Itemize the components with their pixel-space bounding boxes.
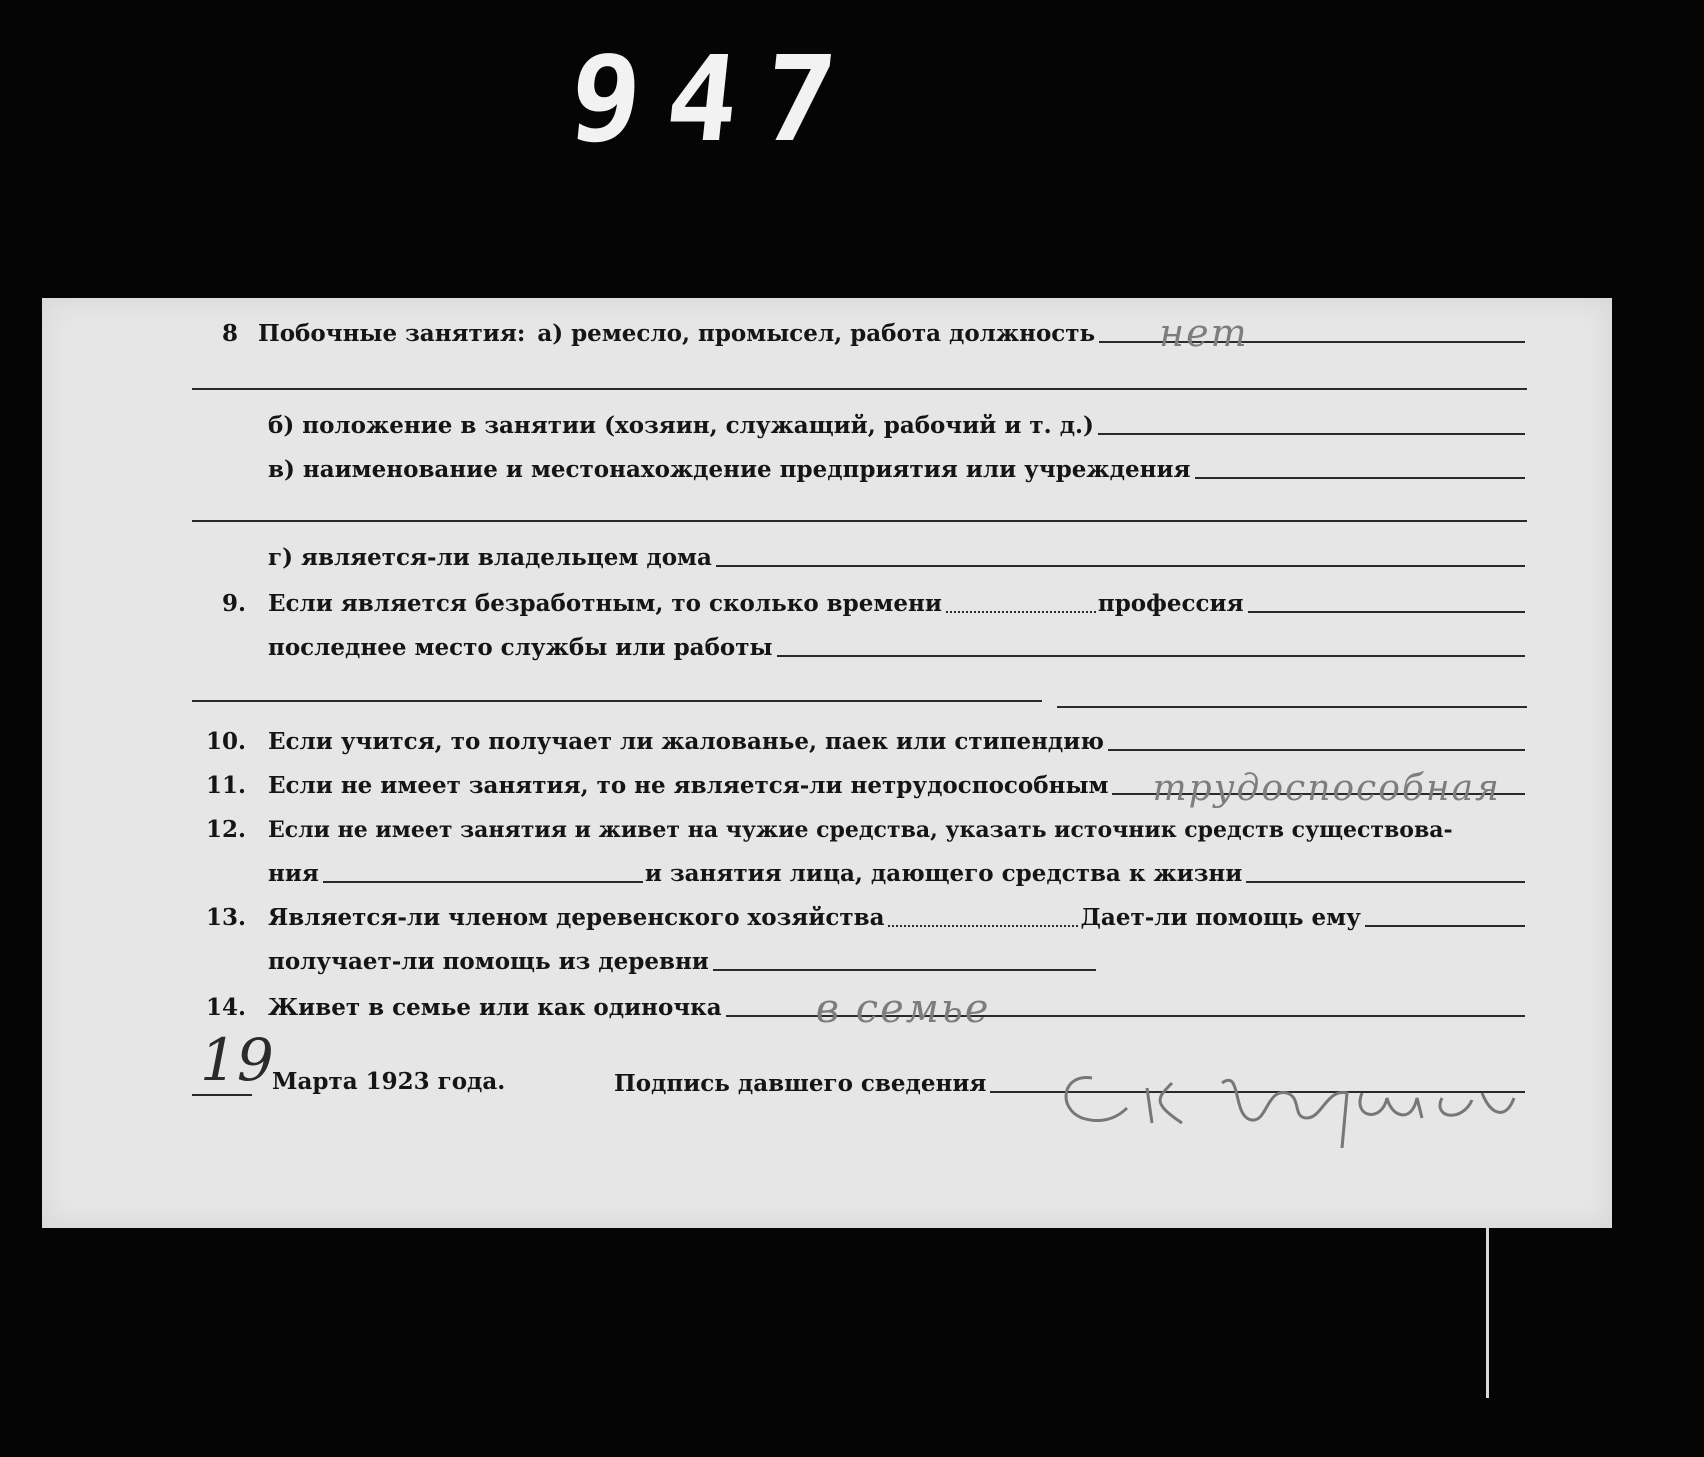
q13-row — [206, 904, 1527, 932]
q13-village-help-line — [713, 969, 1096, 971]
q14-answer: в семье — [815, 986, 991, 1032]
q8-blank-line-2 — [192, 520, 1527, 522]
q12-giver-line — [1246, 881, 1525, 883]
q8-blank-line-1 — [192, 388, 1527, 390]
q8-number: 8 — [222, 320, 239, 347]
signature-scribble — [1052, 1038, 1522, 1148]
q8-row-g — [268, 544, 1527, 572]
census-form-card — [42, 298, 1612, 1228]
frame-number: 947 — [562, 30, 869, 168]
q12-mid-label: и занятия лица, дающего средства к жизни — [644, 860, 1243, 887]
q12-number: 12. — [206, 816, 247, 843]
q11-row — [206, 768, 1527, 809]
q13-member-line — [888, 925, 1078, 927]
signature-label: Подпись давшего сведения — [614, 1070, 987, 1097]
q14-row — [206, 986, 1527, 1032]
q8-g-label: г) является-ли владельцем дома — [268, 544, 712, 571]
q8-title: Побочные занятия: — [258, 320, 526, 347]
q8-a-answer-line — [1099, 311, 1525, 355]
date-month-year: Марта 1923 года. — [272, 1068, 506, 1095]
q8-row-a — [222, 311, 1527, 355]
q12-row-cont — [268, 860, 1527, 888]
film-scratch — [1486, 1228, 1489, 1398]
q9-profession-label: профессия — [1097, 590, 1244, 617]
date-day-underline — [192, 1094, 252, 1096]
q12-label: Если не имеет занятия и живет на чужие средства, указать источник средств существова- — [268, 817, 1453, 843]
q13-help-label: Дает-ли помощь ему — [1080, 904, 1361, 931]
q11-answer: трудоспособная — [1152, 768, 1501, 809]
q8-row-v — [268, 456, 1527, 484]
q8-v-label: в) наименование и местонахождение предприятия или учреждения — [268, 456, 1191, 483]
q13-row-cont — [268, 948, 1098, 976]
q8-a-label: а) ремесло, промысел, работа должность — [537, 320, 1096, 347]
q12-row — [206, 816, 1527, 844]
q8-a-answer: нет — [1159, 311, 1249, 355]
q13-help-line — [1365, 925, 1525, 927]
q14-label: Живет в семье или как одиночка — [268, 994, 722, 1021]
q9-last-place-line — [777, 655, 1525, 657]
q14-number: 14. — [206, 994, 247, 1021]
q10-row — [206, 728, 1527, 756]
q9-blank-line-right — [1057, 706, 1527, 708]
q12-cont: ния — [268, 860, 319, 887]
q9-row-last-place — [268, 634, 1527, 662]
q9-last-place-label: последнее место службы или работы — [268, 634, 773, 661]
q13-cont: получает-ли помощь из деревни — [268, 948, 709, 975]
q13-label: Является-ли членом деревенского хозяйства — [268, 904, 885, 931]
q9-profession-line — [1248, 611, 1525, 613]
q12-source-line — [323, 881, 643, 883]
q9-number: 9. — [222, 590, 247, 617]
q8-b-answer-line — [1098, 433, 1525, 435]
q9-row — [222, 590, 1527, 618]
q8-row-b — [268, 412, 1527, 440]
q8-v-answer-line — [1195, 477, 1525, 479]
q11-label: Если не имеет занятия, то не является-ли нетрудоспособным — [268, 772, 1109, 799]
q10-number: 10. — [206, 728, 247, 755]
q9-duration-line — [946, 611, 1096, 613]
q10-answer-line — [1108, 749, 1525, 751]
date-row — [272, 1068, 505, 1096]
q9-label: Если является безработным, то сколько времени — [268, 590, 942, 617]
q8-g-answer-line — [716, 565, 1525, 567]
q10-label: Если учится, то получает ли жалованье, паек или стипендию — [268, 728, 1104, 755]
q8-b-label: б) положение в занятии (хозяин, служащий, рабочий и т. д.) — [268, 412, 1094, 439]
q13-number: 13. — [206, 904, 247, 931]
q9-blank-line-left — [192, 700, 1042, 702]
q11-number: 11. — [206, 772, 247, 799]
q11-answer-line — [1112, 768, 1525, 809]
q14-answer-line — [726, 986, 1525, 1032]
date-day-handwritten: 19 — [200, 1026, 274, 1094]
